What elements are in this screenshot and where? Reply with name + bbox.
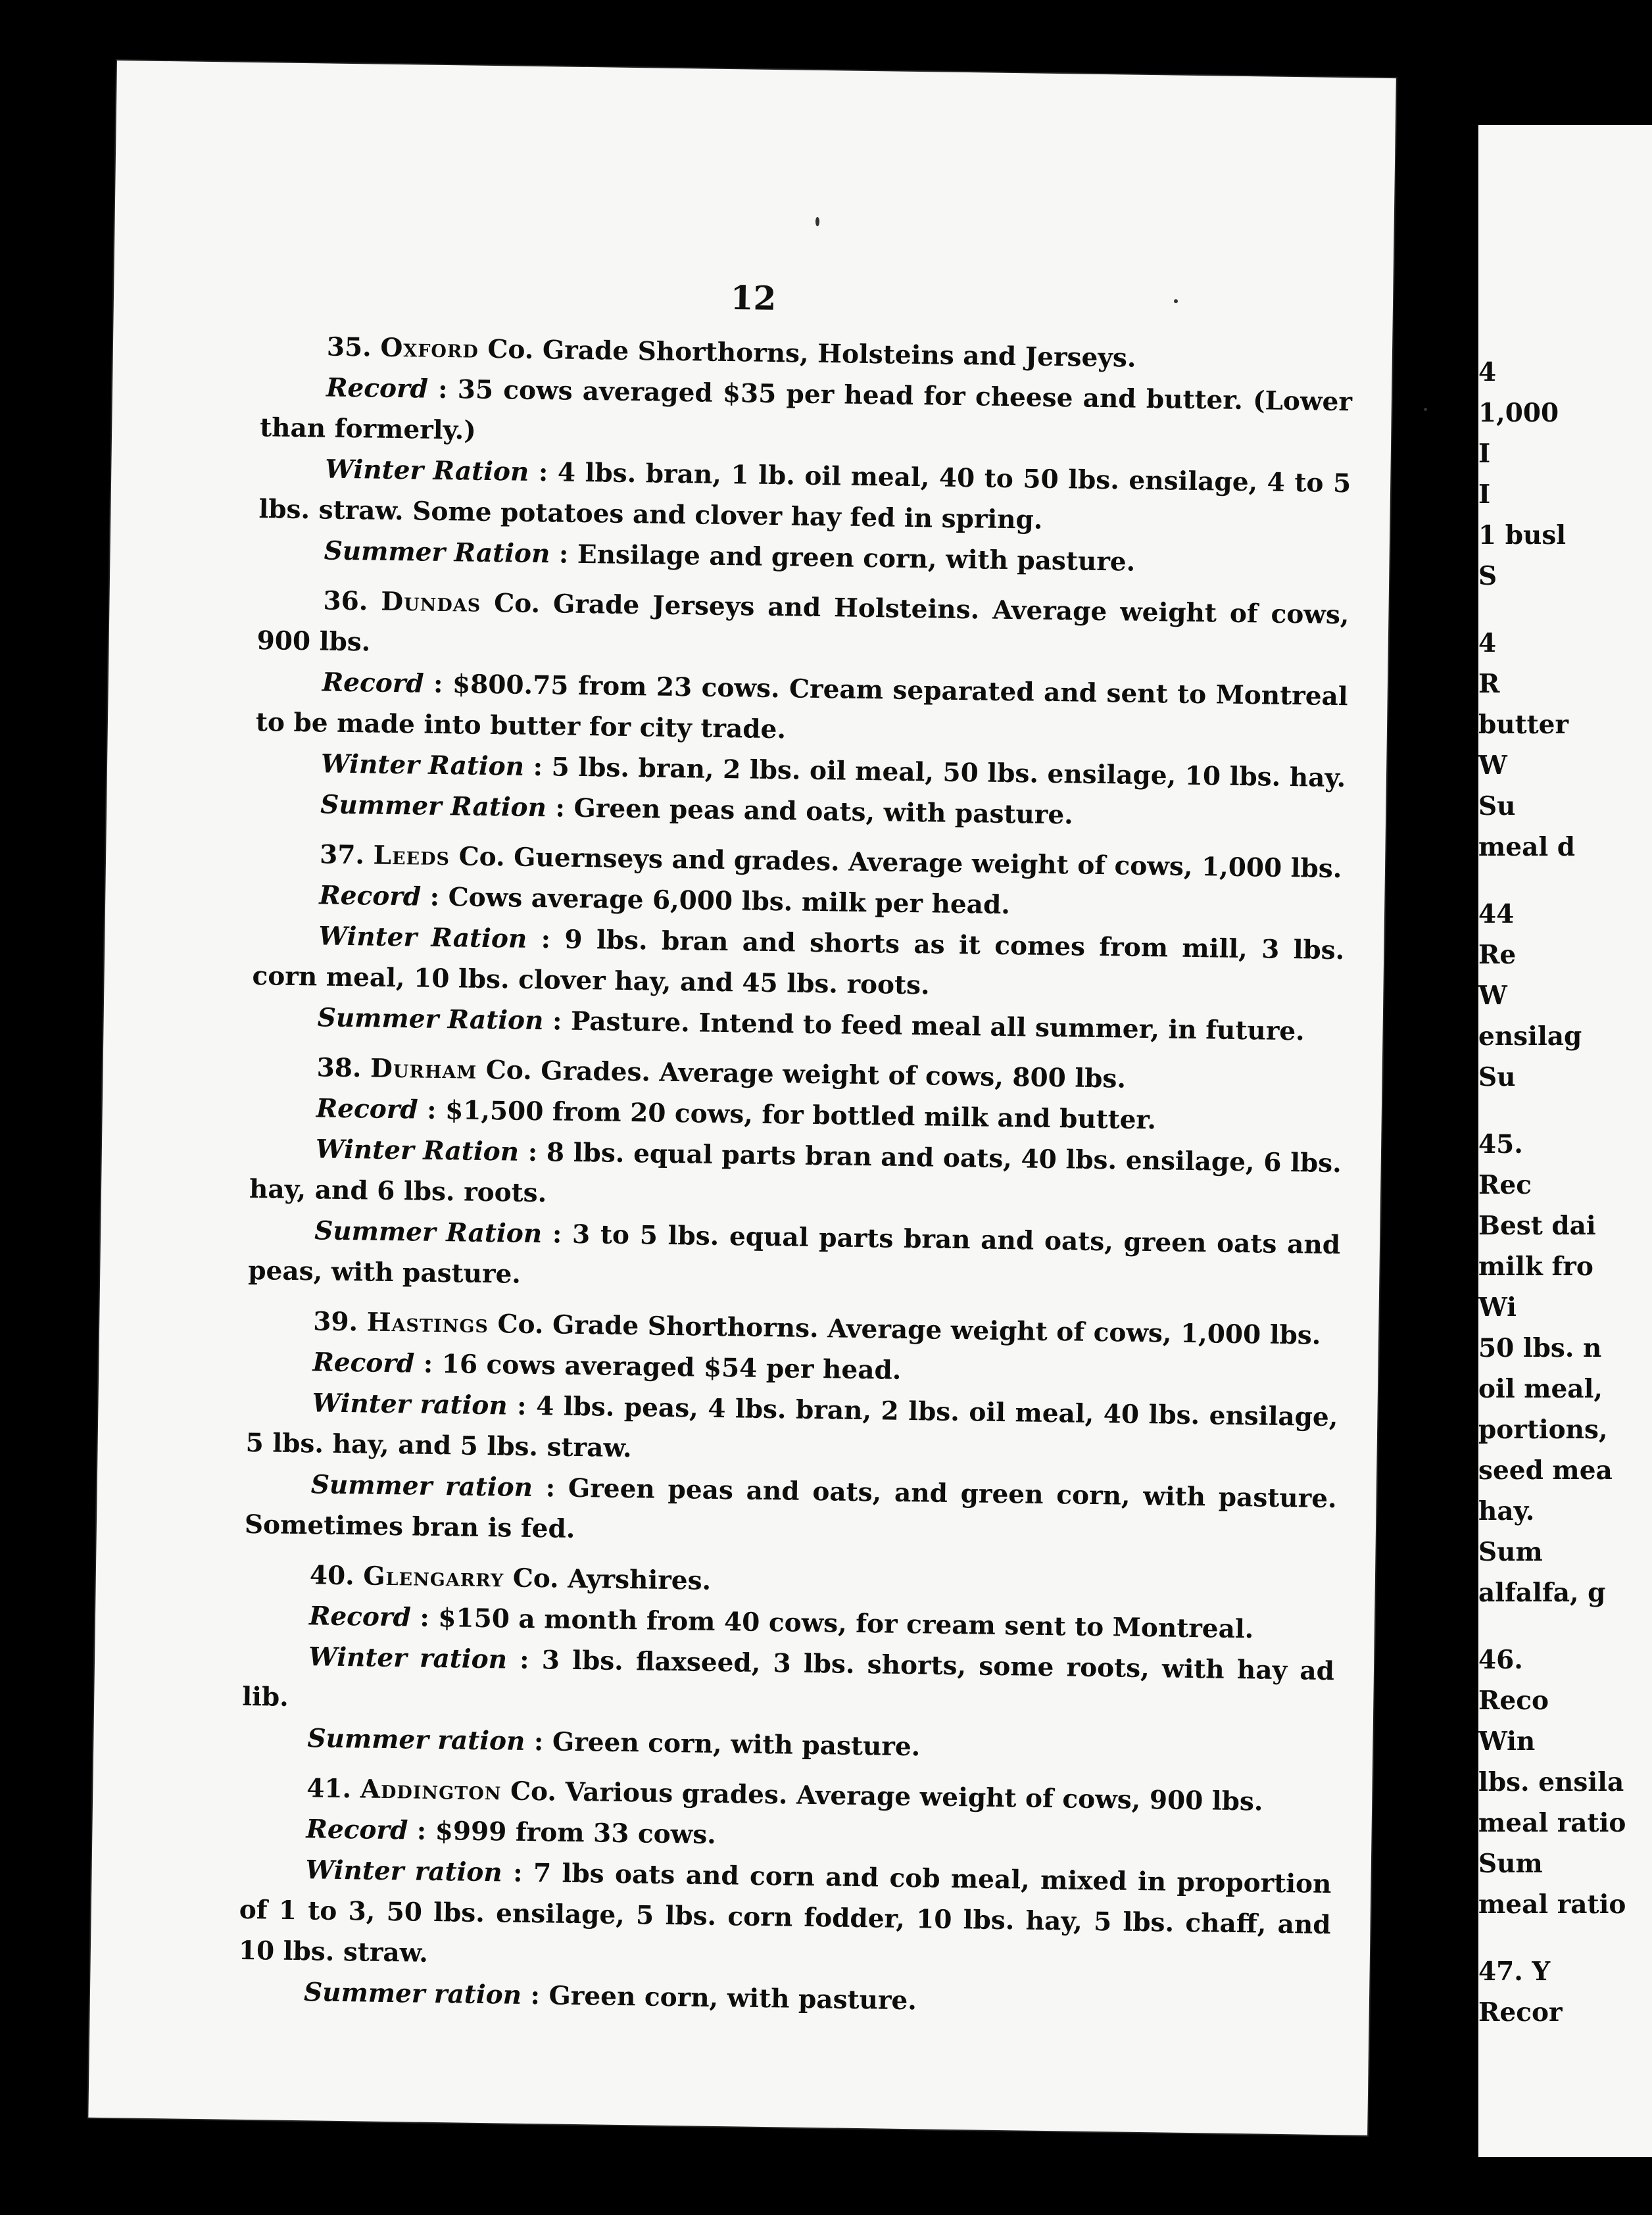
record-text: $999 from 33 cows.	[435, 1816, 717, 1850]
entry-heading	[256, 579, 1349, 676]
winter-ration-label: Winter Ration	[320, 748, 525, 782]
right-page-line	[1478, 1098, 1652, 1124]
right-page-line: Su	[1478, 1062, 1516, 1092]
county-name: Durham	[370, 1053, 477, 1085]
record-text: $800.75 from 23 cows. Cream separated and sent to Montreal to be made into butter for city trade.	[255, 669, 1348, 745]
left-page	[88, 61, 1396, 2135]
right-page-line: Recor	[1478, 1997, 1563, 2028]
dust-speck	[1174, 299, 1178, 303]
right-page-line: 46.	[1478, 1645, 1523, 1675]
record-text: $150 a month from 40 cows, for cream sent to Montreal.	[438, 1603, 1254, 1645]
right-page-line: Rec	[1478, 1170, 1532, 1200]
winter-ration-label: Winter Ration	[315, 1134, 520, 1167]
winter-ration-text: 5 lbs. bran, 2 lbs. oil meal, 50 lbs. ensilage, 10 lbs. hay.	[551, 752, 1346, 794]
right-page-line: Re	[1478, 940, 1517, 970]
right-page-line: portions,	[1478, 1415, 1608, 1445]
right-page-line: I	[1478, 479, 1491, 510]
page-number: 12	[730, 278, 777, 318]
entry	[251, 833, 1346, 1052]
right-page-line: meal ratio	[1478, 1808, 1626, 1838]
entry-description: Various grades. Average weight of cows, 900 lbs.	[565, 1776, 1263, 1817]
record-text: $1,500 from 20 cows, for bottled milk and butter.	[445, 1095, 1157, 1136]
entry-description: Grade Jerseys and Holsteins. Average weight of cows, 900 lbs.	[256, 589, 1349, 658]
right-page-line: S	[1478, 561, 1497, 591]
summer-ration-label: Summer Ration	[324, 535, 550, 570]
winter-ration-line: Winter Ration : 5 lbs. bran, 2 lbs. oil meal, 50 lbs. ensilage, 10 lbs. hay.	[320, 748, 1346, 794]
right-page-line: 1 busl	[1478, 520, 1567, 550]
entry-number: 35.	[326, 331, 372, 363]
right-page-fragment	[1478, 125, 1652, 2157]
county-abbrev: Co.	[487, 333, 534, 365]
entry	[258, 326, 1353, 585]
record-line: Record : $999 from 33 cows.	[306, 1814, 717, 1850]
entry	[255, 579, 1349, 839]
right-page-line: W	[1478, 750, 1507, 781]
right-page-line: seed mea	[1478, 1455, 1613, 1486]
summer-ration-line: Summer ration : Green peas and oats, and green corn, with pasture. Sometimes bran is fed.	[244, 1469, 1337, 1544]
right-page-line: Sum	[1478, 1849, 1543, 1879]
entry-description: Guernseys and grades. Average weight of cows, 1,000 lbs.	[513, 842, 1342, 885]
right-page-line	[1478, 1925, 1652, 1951]
entry-description: Ayrshires.	[567, 1563, 712, 1596]
entry-number: 37.	[319, 839, 365, 871]
right-page-line: 1,000	[1478, 398, 1559, 428]
entry-number: 38.	[316, 1052, 362, 1084]
summer-ration-text: Green peas and oats, and green corn, with pasture. Sometimes bran is fed.	[244, 1473, 1337, 1544]
summer-ration-line: Summer Ration : Pasture. Intend to feed meal all summer, in future.	[317, 1002, 1305, 1047]
entry-description: Grade Shorthorns, Holsteins and Jerseys.	[542, 335, 1136, 374]
right-page-line: meal ratio	[1478, 1889, 1626, 1920]
winter-ration-line: Winter Ration : 8 lbs. equal parts bran and oats, 40 lbs. ensilage, 6 lbs. hay, and 6 lbs. roots.	[249, 1134, 1342, 1209]
record-text: Cows average 6,000 lbs. milk per head.	[448, 882, 1011, 921]
county-name: Addington	[360, 1774, 502, 1807]
winter-ration-label: Winter Ration	[325, 454, 529, 487]
summer-ration-label: Summer ration	[310, 1469, 533, 1503]
entry-description: Grades. Average weight of cows, 800 lbs.	[540, 1056, 1127, 1094]
right-page-line	[1478, 867, 1652, 894]
entry-number: 39.	[312, 1306, 358, 1338]
summer-ration-label: Summer Ration	[317, 1002, 544, 1036]
winter-ration-line: Winter Ration : 9 lbs. bran and shorts as it comes from mill, 3 lbs. corn meal, 10 lbs. clover hay, and 45 lbs. roots.	[252, 921, 1345, 1001]
winter-ration-line: Winter ration : 7 lbs oats and corn and cob meal, mixed in proportion of 1 to 3, 50 lbs. ensilage, 5 lbs. corn fodder, 10 lbs. hay, 5 lbs. chaff, and 10 lbs. straw.	[238, 1855, 1332, 1968]
right-page-line: Reco	[1478, 1686, 1549, 1716]
winter-ration-label: Winter ration	[312, 1388, 508, 1421]
right-page-line: Best dai	[1478, 1211, 1596, 1241]
record-label: Record	[306, 1814, 408, 1846]
record-line: Record : 16 cows averaged $54 per head.	[312, 1347, 902, 1386]
county-name: Glengarry	[362, 1561, 504, 1594]
summer-ration-text: Green peas and oats, with pasture.	[573, 792, 1074, 831]
right-page-line: meal d	[1478, 832, 1576, 862]
winter-ration-line: Winter ration : 3 lbs. flaxseed, 3 lbs. shorts, some roots, with hay ad lib.	[241, 1642, 1335, 1713]
record-label: Record	[316, 1093, 418, 1125]
right-page-line: Wi	[1478, 1292, 1517, 1323]
entry-number: 36.	[323, 585, 368, 617]
entry	[238, 1767, 1333, 2027]
winter-ration-label: Winter Ration	[318, 921, 527, 954]
right-page-line: 4	[1478, 357, 1497, 387]
county-name: Oxford	[380, 332, 479, 364]
right-page-line: 44	[1478, 899, 1515, 929]
right-page-line: W	[1478, 981, 1507, 1011]
entry-number: 40.	[309, 1560, 355, 1592]
record-label: Record	[322, 667, 424, 699]
right-page-line: 45.	[1478, 1129, 1523, 1159]
winter-ration-line: Winter ration : 4 lbs. peas, 4 lbs. bran, 2 lbs. oil meal, 40 lbs. ensilage, 5 lbs. hay, and 5 lbs. straw.	[245, 1388, 1338, 1464]
record-line: Record : $1,500 from 20 cows, for bottled milk and butter.	[316, 1093, 1157, 1136]
winter-ration-text: 8 lbs. equal parts bran and oats, 40 lbs. ensilage, 6 lbs. hay, and 6 lbs. roots.	[249, 1137, 1342, 1209]
record-label: Record	[318, 880, 422, 912]
summer-ration-line: Summer Ration : 3 to 5 lbs. equal parts bran and oats, green oats and peas, with pasture.	[248, 1215, 1341, 1290]
entry-number: 41.	[306, 1773, 352, 1805]
winter-ration-text: 9 lbs. bran and shorts as it comes from mill, 3 lbs. corn meal, 10 lbs. clover hay, and 45 lbs. roots.	[252, 924, 1345, 1001]
winter-ration-text: 3 lbs. flaxseed, 3 lbs. shorts, some roots, with hay ad lib.	[241, 1645, 1335, 1713]
county-abbrev: Co.	[485, 1054, 533, 1086]
summer-ration-text: Green corn, with pasture.	[548, 1980, 917, 2016]
county-name: Leeds	[373, 840, 450, 872]
record-text: 16 cows averaged $54 per head.	[441, 1349, 902, 1386]
entry	[248, 1046, 1343, 1306]
summer-ration-line: Summer ration : Green corn, with pasture.	[307, 1723, 921, 1763]
winter-ration-label: Winter ration	[308, 1642, 508, 1675]
right-page-line: alfalfa, g	[1478, 1578, 1606, 1608]
right-page-line: Win	[1478, 1726, 1536, 1757]
right-page-line: butter	[1478, 710, 1569, 740]
summer-ration-text: Green corn, with pasture.	[552, 1726, 921, 1763]
record-label: Record	[326, 372, 429, 404]
county-name: Dundas	[381, 586, 481, 618]
summer-ration-label: Summer Ration	[314, 1215, 543, 1250]
winter-ration-text: 4 lbs. peas, 4 lbs. bran, 2 lbs. oil meal, 40 lbs. ensilage, 5 lbs. hay, and 5 lbs. straw.	[245, 1391, 1338, 1464]
right-page-line: milk fro	[1478, 1252, 1593, 1282]
summer-ration-line: Summer Ration : Green peas and oats, with pasture.	[320, 789, 1074, 831]
winter-ration-text: 7 lbs oats and corn and cob meal, mixed in proportion of 1 to 3, 50 lbs. ensilage, 5 lbs. corn fodder, 10 lbs. hay, 5 lbs. chaff, and 10 lbs. straw.	[238, 1858, 1332, 1968]
summer-ration-label: Summer ration	[303, 1977, 522, 2010]
county-abbrev: Co.	[493, 588, 541, 620]
right-page-line	[1478, 1613, 1652, 1640]
right-page-line: 50 lbs. n	[1478, 1333, 1602, 1363]
right-page-line: oil meal,	[1478, 1374, 1603, 1404]
winter-ration-text: 4 lbs. bran, 1 lb. oil meal, 40 to 50 lbs. ensilage, 4 to 5 lbs. straw. Some potatoes and clover hay fed in spring.	[258, 457, 1351, 535]
record-label: Record	[308, 1601, 412, 1633]
winter-ration-label: Winter ration	[305, 1855, 503, 1888]
entries-list	[237, 326, 1353, 2036]
record-line: Record : $150 a month from 40 cows, for cream sent to Montreal.	[308, 1601, 1254, 1645]
entry	[245, 1300, 1340, 1560]
record-line: Record : $800.75 from 23 cows. Cream separated and sent to Montreal to be made into butter for city trade.	[255, 667, 1348, 745]
right-page-line: I	[1478, 439, 1491, 469]
summer-ration-line: Summer Ration : Ensilage and green corn, with pasture.	[324, 535, 1136, 577]
record-label: Record	[312, 1347, 415, 1379]
county-abbrev: Co.	[510, 1776, 557, 1807]
record-line: Record : Cows average 6,000 lbs. milk per head.	[318, 880, 1011, 921]
record-text: 35 cows averaged $35 per head for cheese and butter. (Lower than formerly.)	[259, 374, 1353, 446]
right-page-line: 4	[1478, 628, 1497, 658]
county-abbrev: Co.	[458, 841, 505, 873]
record-line: Record : 35 cows averaged $35 per head for cheese and butter. (Lower than formerly.)	[259, 372, 1353, 446]
right-page-line: R	[1478, 669, 1500, 699]
dust-speck	[1424, 408, 1427, 411]
entry-description: Grade Shorthorns. Average weight of cows, 1,000 lbs.	[552, 1309, 1321, 1351]
county-name: Hastings	[366, 1307, 489, 1340]
winter-ration-line: Winter Ration : 4 lbs. bran, 1 lb. oil meal, 40 to 50 lbs. ensilage, 4 to 5 lbs. straw. Some potatoes and clover hay fed in spring.	[258, 454, 1351, 535]
county-abbrev: Co.	[512, 1563, 560, 1594]
summer-ration-label: Summer ration	[307, 1723, 525, 1757]
summer-ration-text: Pasture. Intend to feed meal all summer, in future.	[570, 1006, 1305, 1047]
dust-speck	[815, 217, 819, 226]
county-abbrev: Co.	[497, 1309, 544, 1340]
right-page-line: lbs. ensila	[1478, 1767, 1624, 1797]
right-page-line: Sum	[1478, 1537, 1543, 1567]
summer-ration-text: 3 to 5 lbs. equal parts bran and oats, green oats and peas, with pasture.	[248, 1219, 1341, 1290]
right-page-line: 47. Y	[1478, 1957, 1551, 1987]
right-page-text	[1478, 352, 1652, 2033]
right-page-line	[1478, 596, 1652, 623]
entry	[241, 1554, 1336, 1773]
summer-ration-line: Summer ration : Green corn, with pasture.	[303, 1977, 917, 2016]
summer-ration-text: Ensilage and green corn, with pasture.	[577, 539, 1136, 577]
summer-ration-label: Summer Ration	[320, 789, 547, 823]
right-page-line: ensilag	[1478, 1021, 1582, 1052]
right-page-line: hay.	[1478, 1496, 1535, 1526]
right-page-line: Su	[1478, 791, 1516, 821]
